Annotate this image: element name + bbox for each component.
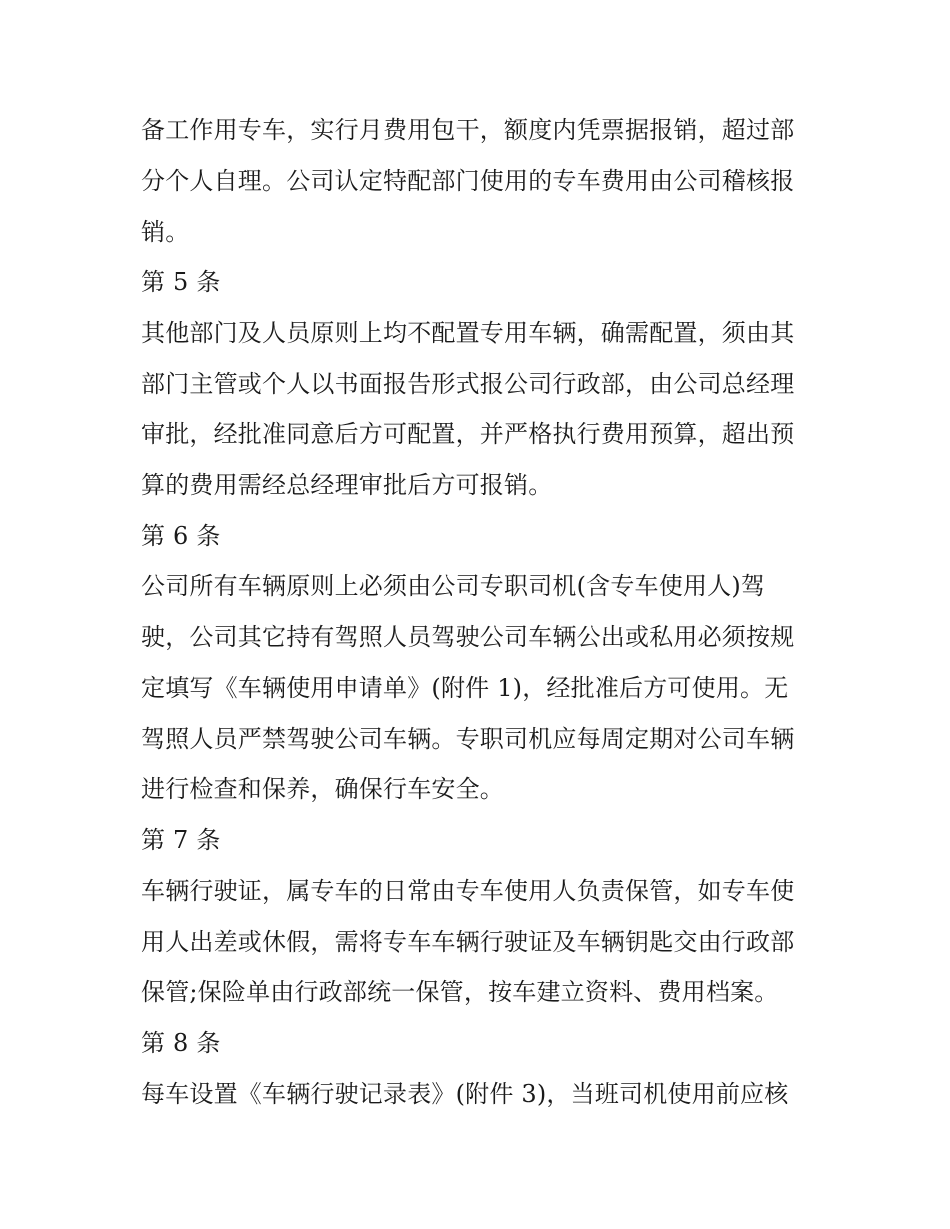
paragraph-line: 车辆行驶证，属专车的日常由专车使用人负责保管，如专车使 [141,877,795,905]
paragraph-line: 公司所有车辆原则上必须由公司专职司机(含专车使用人)驾 [141,572,766,600]
paragraph-line: 算的费用需经总经理审批后方可报销。 [141,471,553,499]
article-heading: 第 8 条 [141,1029,221,1057]
article-heading: 第 5 条 [141,268,221,296]
paragraph-line: 其他部门及人员原则上均不配置专用车辆，确需配置，须由其 [141,319,795,347]
paragraph-line: 每车设置《车辆行驶记录表》(附件 3)，当班司机使用前应核 [141,1080,789,1108]
paragraph-line: 定填写《车辆使用申请单》(附件 1)，经批准后方可使用。无 [141,674,789,702]
paragraph-line: 销。 [141,218,190,246]
article-heading: 第 6 条 [141,522,221,550]
paragraph-line: 驶，公司其它持有驾照人员驾驶公司车辆公出或私用必须按规 [141,623,795,651]
paragraph-line: 进行检查和保养，确保行车安全。 [141,775,504,803]
paragraph-line: 备工作用专车，实行月费用包干，额度内凭票据报销，超过部 [141,116,795,144]
paragraph-line: 分个人自理。公司认定特配部门使用的专车费用由公司稽核报 [141,167,795,195]
article-heading: 第 7 条 [141,826,221,854]
paragraph-line: 审批，经批准同意后方可配置，并严格执行费用预算，超出预 [141,420,795,448]
paragraph-line: 保管;保险单由行政部统一保管，按车建立资料、费用档案。 [141,978,779,1006]
paragraph-line: 用人出差或休假，需将专车车辆行驶证及车辆钥匙交由行政部 [141,928,795,956]
paragraph-line: 驾照人员严禁驾驶公司车辆。专职司机应每周定期对公司车辆 [141,725,795,753]
paragraph-line: 部门主管或个人以书面报告形式报公司行政部，由公司总经理 [141,370,795,398]
